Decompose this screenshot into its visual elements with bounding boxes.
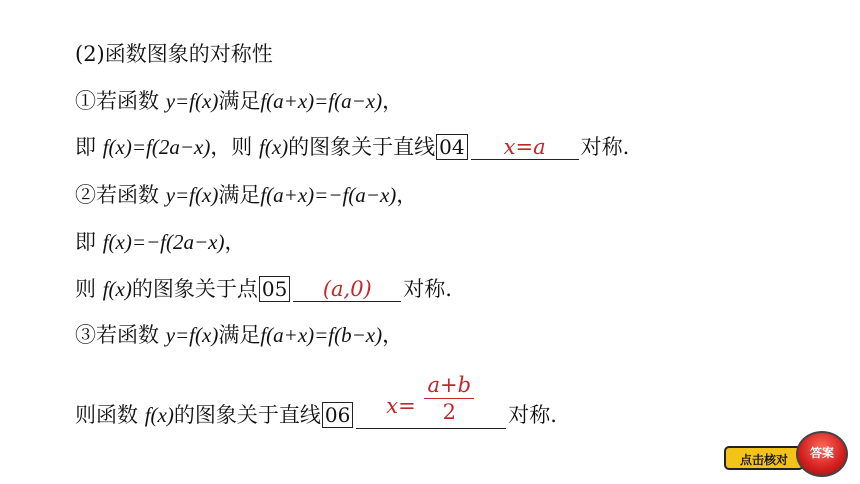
blank-number-04: 04 xyxy=(436,134,467,160)
item2-line3 xyxy=(75,275,452,303)
formula: f(x)=−f(2a−x) xyxy=(102,230,225,254)
text: ， xyxy=(382,323,404,347)
text: ①若函数 xyxy=(75,89,166,113)
text: 对称. xyxy=(508,403,557,427)
answer-blank-06 xyxy=(356,372,506,429)
item1-line1 xyxy=(75,87,403,115)
item3-line1 xyxy=(75,321,403,349)
text: 则 xyxy=(75,277,103,301)
formula: f(x) xyxy=(102,277,132,301)
formula: f(a+x)=f(b−x) xyxy=(260,323,383,347)
blank-number-06: 06 xyxy=(322,402,353,428)
fraction-numerator: a+b xyxy=(424,372,474,399)
formula: f(x)=f(2a−x) xyxy=(102,135,211,159)
blank-number-05: 05 xyxy=(259,276,290,302)
item1-line2 xyxy=(75,133,629,161)
item2-line2 xyxy=(75,228,245,256)
formula: y=f(x) xyxy=(165,183,219,207)
formula: f(x) xyxy=(144,403,174,427)
answer-lhs: x= xyxy=(386,394,416,418)
text: 的图象关于直线 xyxy=(173,403,321,427)
text: 即 xyxy=(75,230,103,254)
answer-button-label: 答案 xyxy=(809,446,834,460)
text: ，则 xyxy=(210,135,259,159)
formula: f(x) xyxy=(259,135,289,159)
check-answer-button[interactable] xyxy=(724,446,804,470)
text: 的图象关于点 xyxy=(131,277,258,301)
formula: y=f(x) xyxy=(165,323,219,347)
fraction-denominator: 2 xyxy=(442,400,456,424)
text: 满足 xyxy=(218,89,261,113)
formula: f(a+x)=f(a−x) xyxy=(260,89,383,113)
text: ， xyxy=(382,89,404,113)
text: 即 xyxy=(75,135,103,159)
answer-button-icon[interactable] xyxy=(796,431,848,477)
text: ， xyxy=(224,230,246,254)
text: 满足 xyxy=(218,323,261,347)
answer-fraction xyxy=(424,372,474,425)
text: ②若函数 xyxy=(75,183,166,207)
text: 则函数 xyxy=(75,403,145,427)
check-answer-label: 点击核对 xyxy=(739,453,788,467)
text: 对称. xyxy=(403,277,452,301)
answer-blank-05: (a,0) xyxy=(293,277,401,302)
title-text: (2)函数图象的对称性 xyxy=(75,42,273,66)
formula: y=f(x) xyxy=(165,89,219,113)
text: 满足 xyxy=(218,183,261,207)
answer-blank-04: x=a xyxy=(471,135,579,160)
text: 的图象关于直线 xyxy=(288,135,436,159)
text: ， xyxy=(396,183,418,207)
text: ③若函数 xyxy=(75,323,166,347)
formula: f(a+x)=−f(a−x) xyxy=(260,183,397,207)
section-title xyxy=(75,40,273,68)
text: 对称. xyxy=(580,135,630,159)
item2-line1 xyxy=(75,181,417,209)
item3-line2 xyxy=(75,372,557,432)
